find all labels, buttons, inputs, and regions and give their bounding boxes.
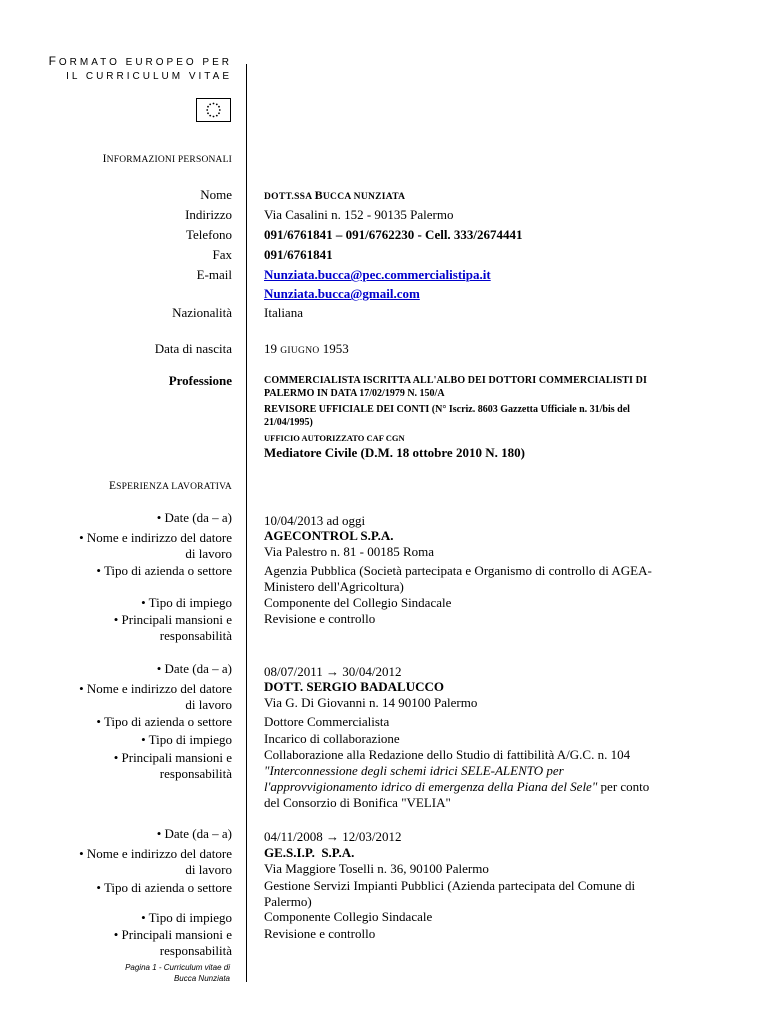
page-footer: Pagina 1 - Curriculum vitae di Bucca Nunziata — [125, 963, 230, 983]
label-email: E-mail — [196, 267, 232, 282]
label-indirizzo: Indirizzo — [185, 207, 232, 222]
professione-line-1: COMMERCIALISTA ISCRITTA ALL'ALBO DEI DOTTORI COMMERCIALISTI DI — [264, 375, 647, 386]
job2-label-employer: • Nome e indirizzo del datore di lavoro — [79, 681, 232, 712]
job2-sector: Dottore Commercialista — [264, 714, 390, 729]
job1-label-employer: • Nome e indirizzo del datore di lavoro — [79, 530, 232, 561]
job3-employer: GE.S.I.P. S.P.A. — [264, 845, 355, 860]
value-professione — [264, 374, 724, 461]
document-title-line2: IL CURRICULUM VITAE — [66, 71, 232, 82]
job2-label-duties: • Principali mansioni e responsabilità — [113, 750, 232, 781]
job2-label-sector: • Tipo di azienda o settore — [96, 714, 232, 729]
job3-label-employer: • Nome e indirizzo del datore di lavoro — [79, 846, 232, 877]
job3-type: Componente Collegio Sindacale — [264, 909, 433, 924]
job3-address: Via Maggiore Toselli n. 36, 90100 Palermo — [264, 861, 489, 876]
job3-sector: Gestione Servizi Impianti Pubblici (Azienda partecipata del Comune di Palermo) — [264, 878, 636, 909]
job1-date: 10/04/2013 ad oggi — [264, 513, 366, 528]
job1-label-sector: • Tipo di azienda o settore — [96, 563, 232, 578]
professione-line-5: UFFICIO AUTORIZZATO CAF CGN — [264, 433, 405, 443]
email-link-gmail-wrap — [264, 286, 714, 302]
job2-type: Incarico di collaborazione — [264, 731, 400, 746]
value-nazionalita: Italiana — [264, 305, 303, 320]
job1-duties: Revisione e controllo — [264, 611, 376, 626]
job2-employer: DOTT. SERGIO BADALUCCO — [264, 679, 444, 694]
label-fax: Fax — [212, 247, 232, 262]
eu-flag-icon — [196, 98, 231, 122]
value-telefono: 091/6761841 – 091/6762230 - Cell. 333/2674441 — [264, 227, 523, 242]
job1-type: Componente del Collegio Sindacale — [264, 595, 452, 610]
job1-label-duties: • Principali mansioni e responsabilità — [113, 612, 232, 643]
professione-line-3: REVISORE UFFICIALE DEI CONTI (N° Iscriz. 8603 Gazzetta Ufficiale n. 31/bis del — [264, 404, 630, 415]
vertical-divider — [246, 64, 247, 982]
job3-label-sector: • Tipo di azienda o settore — [96, 880, 232, 895]
value-indirizzo: Via Casalini n. 152 - 90135 Palermo — [264, 207, 454, 222]
job2-duties: Collaborazione alla Redazione dello Studio di fattibilità A/G.C. n. 104 "Interconnessione degli schemi idrici SELE-ALENTO per l'approvvigionamento idrico di emergenza della Piana del Sele" per conto del Consorzio di Bonifica "VELIA" — [264, 747, 650, 810]
job1-label-date: • Date (da – a) — [156, 510, 232, 525]
value-data-nascita: 19 GIUGNO 1953 — [264, 341, 349, 356]
job3-date: 04/11/2008 → 12/03/2012 — [264, 829, 402, 844]
job3-label-duties: • Principali mansioni e responsabilità — [113, 927, 232, 958]
email-link-gmail[interactable]: Nunziata.bucca@gmail.com — [264, 286, 420, 301]
section-title-personal: INFORMAZIONI PERSONALI — [102, 153, 232, 165]
section-title-experience: ESPERIENZA LAVORATIVA — [108, 480, 232, 492]
document-title-line1: FORMATO EUROPEO PER — [48, 54, 232, 68]
job1-label-type: • Tipo di impiego — [141, 595, 232, 610]
job2-date: 08/07/2011 → 30/04/2012 — [264, 664, 402, 679]
job1-sector: Agenzia Pubblica (Società partecipata e Organismo di controllo di AGEA- Ministero dell'Agricoltura) — [264, 563, 652, 594]
professione-line-4: 21/04/1995) — [264, 417, 313, 428]
job2-address: Via G. Di Giovanni n. 14 90100 Palermo — [264, 695, 478, 710]
label-professione: Professione — [168, 373, 232, 388]
job1-address: Via Palestro n. 81 - 00185 Roma — [264, 544, 435, 559]
job3-label-type: • Tipo di impiego — [141, 910, 232, 925]
email-link-pec-wrap — [264, 267, 714, 283]
job3-label-date: • Date (da – a) — [156, 826, 232, 841]
job3-duties: Revisione e controllo — [264, 926, 376, 941]
job2-label-type: • Tipo di impiego — [141, 732, 232, 747]
email-link-pec[interactable]: Nunziata.bucca@pec.commercialistipa.it — [264, 267, 491, 282]
value-nome: DOTT.SSA BUCCA NUNZIATA — [264, 188, 406, 202]
value-fax: 091/6761841 — [264, 247, 333, 262]
professione-line-2: PALERMO IN DATA 17/02/1979 N. 150/A — [264, 388, 445, 399]
professione-line-6: Mediatore Civile (D.M. 18 ottobre 2010 N. 180) — [264, 445, 525, 460]
label-data-nascita: Data di nascita — [154, 341, 232, 356]
label-nazionalita: Nazionalità — [172, 305, 232, 320]
label-telefono: Telefono — [185, 227, 232, 242]
label-nome: Nome — [200, 187, 232, 202]
job1-employer: AGECONTROL S.P.A. — [264, 528, 394, 543]
job2-label-date: • Date (da – a) — [156, 661, 232, 676]
